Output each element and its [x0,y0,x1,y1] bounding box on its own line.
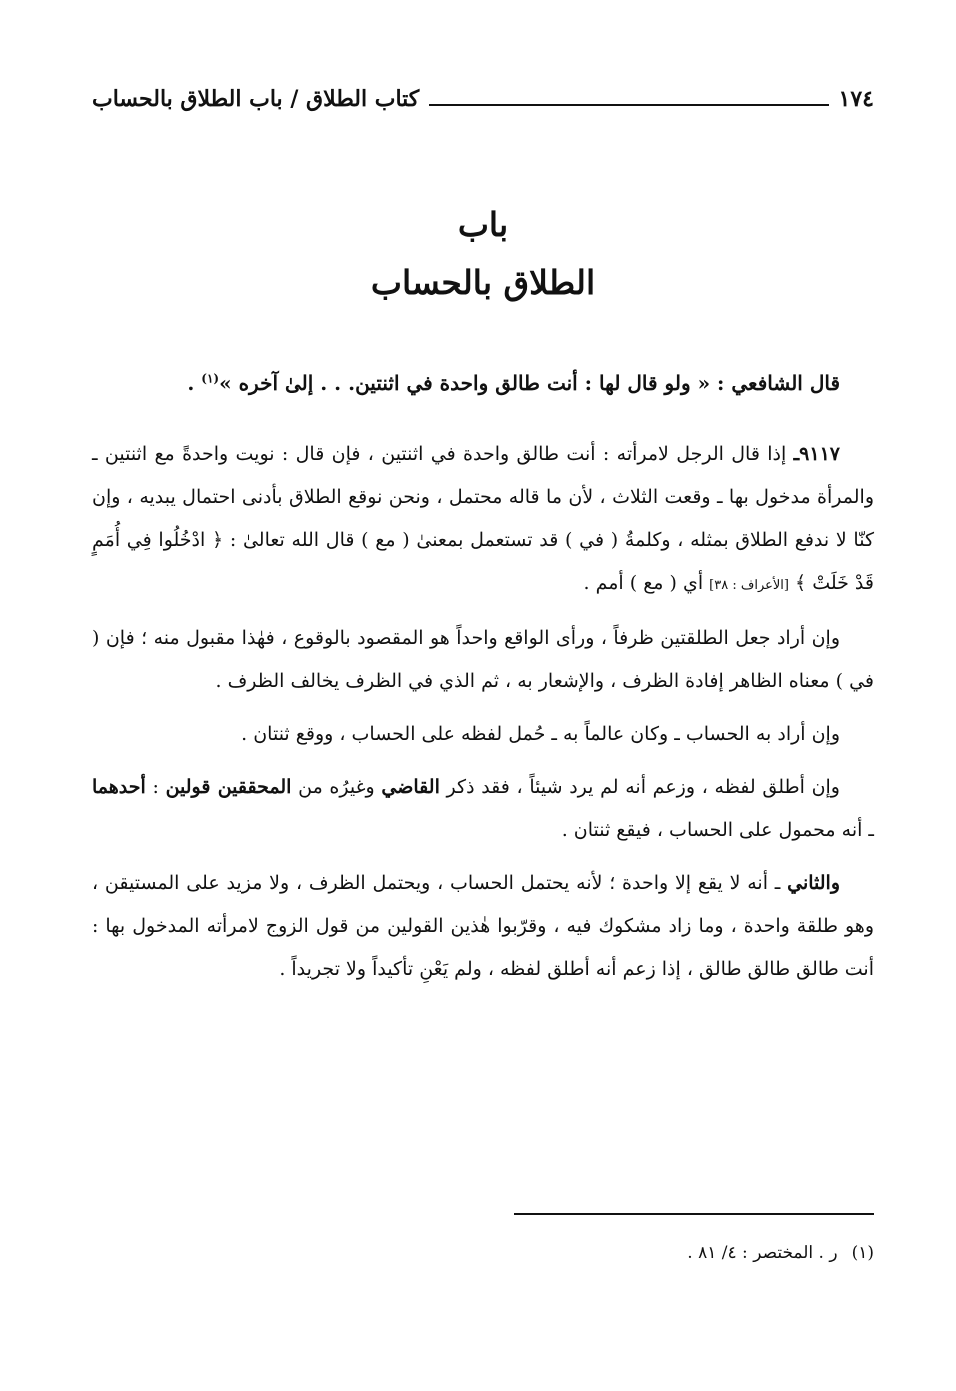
paragraph-zarf: وإن أراد جعل الطلقتين ظرفاً ، ورأى الواقع واحداً هو المقصود بالوقوع ، فهٰذا مقبول منه ؛ فإن ( في ) معناه الظاهر إفادة الظرف ، والإشعار به ، ثم الذي في الظرف يخالف الظرف . [92,627,874,692]
paragraph-text: : [145,776,166,798]
intro-text: قال الشافعي : « ولو قال لها : أنت طالق واحدة في اثنتين. . . إلىٰ آخره » [219,371,840,395]
paragraph-text: ـ أنه محمول على الحساب ، فيقع ثنتان . [561,819,874,841]
paragraph-itlaq [92,766,874,852]
footnote-mark: (١) [851,1243,874,1263]
term-muhaqqiqin: المحققين قولين [165,776,292,798]
paragraph-number: ٩١١٧ـ [793,443,840,465]
term-qadi: القاضي [381,776,440,798]
chapter-heading-line2: الطلاق بالحساب [370,263,596,302]
paragraph-text: ـ أنه لا يقع إلا واحدة ؛ لأنه يحتمل الحساب ، ويحتمل الظرف ، ولا مزيد على المستيقن ، وهو طلقة واحدة ، وما زاد مشكوك فيه ، وقرّبوا هٰذين القولين من قول الزوج لامرأته المدخول بها : أنت طالق طالق طالق ، إذا زعم أنه أطلق لفظه ، ولم يَعْنِ تأكيداً ولا تجريداً . [92,872,874,980]
paragraph-text-end: أي ( مع ) أمم . [583,572,710,594]
paragraph-text: إذا قال الرجل لامرأته : أنت طالق واحدة في اثنتين ، فإن قال : نويت واحدةً مع اثنتين ـ والمرأة مدخول بها ـ وقعت الثلاث ، لأن ما قاله محتمل ، ونحن نوقع الطلاق بأدنى احتمال يبديه ، وإن كنّا لا ندفع الطلاق بمثله ، وكلمةُ ( في ) قد تستعمل بمعنىٰ ( مع ) قال الله تعالىٰ : [92,443,875,551]
running-title: كتاب الطلاق / باب الطلاق بالحساب [92,86,420,112]
footnote [92,1238,874,1268]
chapter-heading-line1: باب [457,205,509,244]
document-page [92,0,874,1391]
quran-reference: [الأعراف : ٣٨] [709,578,789,593]
page-number: ١٧٤ [838,86,874,112]
running-header [92,82,874,116]
quran-verse: ﴿ ادْخُلُوا فِي أُمَمٍ قَدْ خَلَتْ ﴾ [92,529,874,594]
term-ahaduhuma: أحدهما [92,776,146,798]
paragraph-9117 [92,433,874,607]
intro-quote [92,362,874,405]
paragraph-hisab: وإن أراد به الحساب ـ وكان عالماً به ـ حُمل لفظه على الحساب ، ووقع ثنتان . [241,723,840,745]
footnote-text: ر . المختصر : ٤/ ٨١ . [687,1243,838,1263]
term-thani: والثاني [787,872,840,894]
intro-end: . [187,371,202,395]
chapter-heading [92,196,874,312]
paragraph-thani [92,862,874,991]
header-rule [429,104,828,106]
footnote-reference: (١) [201,371,220,386]
body-text [92,362,874,997]
paragraph-text: وغيرُه من [291,776,382,798]
footnote-rule [514,1213,874,1215]
paragraph-text: وإن أطلق لفظه ، وزعم أنه لم يرد شيئاً ، فقد ذكر [439,776,840,798]
